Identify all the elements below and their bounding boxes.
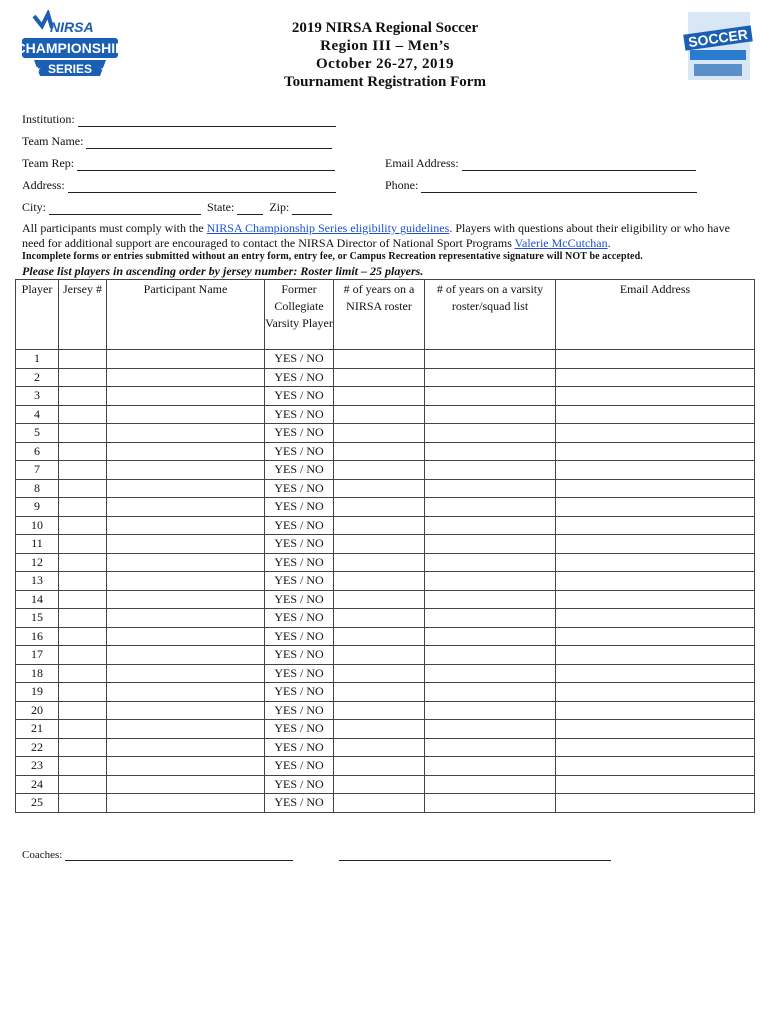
header-jersey: Jersey # — [59, 280, 107, 350]
phone-label: Phone: — [385, 178, 419, 192]
zip-input[interactable] — [292, 202, 332, 215]
email-cell[interactable] — [556, 461, 755, 480]
participant-name-cell[interactable] — [107, 664, 265, 683]
player-number-cell: 16 — [16, 627, 59, 646]
jersey-cell[interactable] — [59, 424, 107, 443]
nirsa-years-cell[interactable] — [334, 627, 425, 646]
nirsa-years-cell[interactable] — [334, 701, 425, 720]
zip-label: Zip: — [269, 200, 290, 214]
varsity-years-cell[interactable] — [425, 664, 556, 683]
jersey-cell[interactable] — [59, 757, 107, 776]
jersey-cell[interactable] — [59, 775, 107, 794]
header-player: Player — [16, 280, 59, 350]
nirsa-years-cell[interactable] — [334, 368, 425, 387]
player-number-cell: 7 — [16, 461, 59, 480]
roster-body — [16, 350, 755, 813]
former-varsity-cell[interactable]: YES / NO — [265, 664, 334, 683]
varsity-years-cell[interactable] — [425, 553, 556, 572]
varsity-years-cell[interactable] — [425, 405, 556, 424]
participant-name-cell[interactable] — [107, 442, 265, 461]
player-number-cell: 5 — [16, 424, 59, 443]
email-cell[interactable] — [556, 609, 755, 628]
address-label: Address: — [22, 178, 65, 192]
participant-name-cell[interactable] — [107, 553, 265, 572]
player-number-cell: 8 — [16, 479, 59, 498]
former-varsity-cell[interactable]: YES / NO — [265, 350, 334, 369]
varsity-years-cell[interactable] — [425, 572, 556, 591]
svg-text:★: ★ — [100, 65, 108, 74]
varsity-years-cell[interactable] — [425, 516, 556, 535]
former-varsity-cell[interactable]: YES / NO — [265, 794, 334, 813]
table-row — [16, 683, 755, 702]
table-row — [16, 664, 755, 683]
jersey-cell[interactable] — [59, 738, 107, 757]
player-number-cell: 18 — [16, 664, 59, 683]
varsity-years-cell[interactable] — [425, 387, 556, 406]
jersey-cell[interactable] — [59, 572, 107, 591]
nirsa-years-cell[interactable] — [334, 794, 425, 813]
player-number-cell: 23 — [16, 757, 59, 776]
player-number-cell: 21 — [16, 720, 59, 739]
table-row — [16, 738, 755, 757]
former-varsity-cell[interactable]: YES / NO — [265, 498, 334, 517]
team-name-field — [22, 134, 332, 149]
varsity-years-cell[interactable] — [425, 627, 556, 646]
table-row — [16, 350, 755, 369]
player-number-cell: 19 — [16, 683, 59, 702]
coaches-label: Coaches: — [22, 849, 63, 861]
table-row — [16, 757, 755, 776]
jersey-cell[interactable] — [59, 609, 107, 628]
participant-name-cell[interactable] — [107, 516, 265, 535]
table-row — [16, 627, 755, 646]
table-row — [16, 775, 755, 794]
varsity-years-cell[interactable] — [425, 498, 556, 517]
institution-input[interactable] — [78, 114, 336, 127]
participant-name-cell[interactable] — [107, 609, 265, 628]
phone-input[interactable] — [421, 180, 697, 193]
nirsa-years-cell[interactable] — [334, 498, 425, 517]
email-cell[interactable] — [556, 572, 755, 591]
nirsa-years-cell[interactable] — [334, 405, 425, 424]
player-number-cell: 25 — [16, 794, 59, 813]
nirsa-years-cell[interactable] — [334, 664, 425, 683]
event-title: 2019 NIRSA Regional Soccer — [291, 20, 479, 36]
participant-name-cell[interactable] — [107, 498, 265, 517]
table-row — [16, 720, 755, 739]
former-varsity-cell[interactable]: YES / NO — [265, 479, 334, 498]
email-cell[interactable] — [556, 553, 755, 572]
eligibility-guidelines-link[interactable]: NIRSA Championship Series eligibility guidelines — [206, 221, 450, 235]
jersey-cell[interactable] — [59, 646, 107, 665]
table-row — [16, 498, 755, 517]
director-contact-link[interactable]: Valerie McCutchan — [514, 236, 608, 250]
notice-text-3: . — [607, 236, 611, 250]
jersey-cell[interactable] — [59, 590, 107, 609]
email-cell[interactable] — [556, 646, 755, 665]
varsity-years-cell[interactable] — [425, 442, 556, 461]
player-number-cell: 9 — [16, 498, 59, 517]
svg-text:★: ★ — [34, 65, 42, 74]
former-varsity-cell[interactable]: YES / NO — [265, 627, 334, 646]
city-state-zip-field — [22, 200, 332, 215]
former-varsity-cell[interactable]: YES / NO — [265, 646, 334, 665]
table-row — [16, 424, 755, 443]
jersey-cell[interactable] — [59, 701, 107, 720]
event-date: October 26-27, 2019 — [316, 56, 454, 72]
jersey-cell[interactable] — [59, 405, 107, 424]
email-cell[interactable] — [556, 775, 755, 794]
address-input[interactable] — [68, 180, 336, 193]
jersey-cell[interactable] — [59, 461, 107, 480]
player-number-cell: 15 — [16, 609, 59, 628]
varsity-years-cell[interactable] — [425, 368, 556, 387]
former-varsity-cell[interactable]: YES / NO — [265, 535, 334, 554]
nirsa-years-cell[interactable] — [334, 479, 425, 498]
former-varsity-cell[interactable]: YES / NO — [265, 609, 334, 628]
header-participant-name: Participant Name — [107, 280, 265, 350]
player-number-cell: 12 — [16, 553, 59, 572]
table-header-row — [16, 280, 755, 350]
email-cell[interactable] — [556, 424, 755, 443]
form-title: Tournament Registration Form — [284, 74, 486, 90]
institution-field — [22, 112, 336, 127]
participant-name-cell[interactable] — [107, 720, 265, 739]
nirsa-years-cell[interactable] — [334, 738, 425, 757]
table-row — [16, 516, 755, 535]
eligibility-notice — [22, 221, 750, 251]
varsity-years-cell[interactable] — [425, 590, 556, 609]
varsity-years-cell[interactable] — [425, 535, 556, 554]
varsity-years-cell[interactable] — [425, 701, 556, 720]
header-email: Email Address — [556, 280, 755, 350]
notice-text-1: All participants must comply with the — [22, 221, 207, 235]
varsity-years-cell[interactable] — [425, 350, 556, 369]
varsity-years-cell[interactable] — [425, 775, 556, 794]
email-cell[interactable] — [556, 627, 755, 646]
player-number-cell: 22 — [16, 738, 59, 757]
player-number-cell: 6 — [16, 442, 59, 461]
participant-name-cell[interactable] — [107, 424, 265, 443]
participant-name-cell[interactable] — [107, 479, 265, 498]
team-rep-field — [22, 156, 335, 171]
participant-name-cell[interactable] — [107, 572, 265, 591]
former-varsity-cell[interactable]: YES / NO — [265, 775, 334, 794]
email-cell[interactable] — [556, 794, 755, 813]
logo-line2-text: SERIES — [47, 62, 93, 76]
participant-name-cell[interactable] — [107, 461, 265, 480]
coach-1-input[interactable] — [65, 848, 293, 861]
nirsa-years-cell[interactable] — [334, 442, 425, 461]
soccer-logo-title: SOCCER — [687, 25, 749, 51]
institution-label: Institution: — [22, 112, 75, 126]
player-number-cell: 13 — [16, 572, 59, 591]
team-rep-label: Team Rep: — [22, 156, 75, 170]
participant-name-cell[interactable] — [107, 775, 265, 794]
nirsa-years-cell[interactable] — [334, 461, 425, 480]
nirsa-years-cell[interactable] — [334, 609, 425, 628]
player-number-cell: 3 — [16, 387, 59, 406]
table-row — [16, 572, 755, 591]
incomplete-forms-warning: Incomplete forms or entries submitted without an entry form, entry fee, or Campus Recreation representative signature will NOT be accepted. — [22, 251, 643, 262]
coaches-field — [22, 848, 611, 861]
player-number-cell: 11 — [16, 535, 59, 554]
participant-name-cell[interactable] — [107, 701, 265, 720]
jersey-cell[interactable] — [59, 664, 107, 683]
team-name-label: Team Name: — [22, 134, 84, 148]
jersey-cell[interactable] — [59, 627, 107, 646]
former-varsity-cell[interactable]: YES / NO — [265, 683, 334, 702]
participant-name-cell[interactable] — [107, 350, 265, 369]
former-varsity-cell[interactable]: YES / NO — [265, 461, 334, 480]
varsity-years-cell[interactable] — [425, 609, 556, 628]
former-varsity-cell[interactable]: YES / NO — [265, 442, 334, 461]
email-cell[interactable] — [556, 387, 755, 406]
former-varsity-cell[interactable]: YES / NO — [265, 368, 334, 387]
player-number-cell: 4 — [16, 405, 59, 424]
player-number-cell: 20 — [16, 701, 59, 720]
nirsa-years-cell[interactable] — [334, 590, 425, 609]
jersey-cell[interactable] — [59, 553, 107, 572]
team-name-input[interactable] — [86, 136, 332, 149]
header-former-varsity: Former Collegiate Varsity Player — [265, 280, 334, 350]
table-row — [16, 701, 755, 720]
nirsa-years-cell[interactable] — [334, 683, 425, 702]
email-cell[interactable] — [556, 701, 755, 720]
roster-instruction: Please list players in ascending order by jersey number: Roster limit – 25 players. — [22, 264, 424, 278]
participant-name-cell[interactable] — [107, 738, 265, 757]
participant-name-cell[interactable] — [107, 627, 265, 646]
former-varsity-cell[interactable]: YES / NO — [265, 405, 334, 424]
email-cell[interactable] — [556, 590, 755, 609]
nirsa-years-cell[interactable] — [334, 516, 425, 535]
player-number-cell: 17 — [16, 646, 59, 665]
varsity-years-cell[interactable] — [425, 461, 556, 480]
table-row — [16, 553, 755, 572]
email-cell[interactable] — [556, 498, 755, 517]
nirsa-years-cell[interactable] — [334, 535, 425, 554]
former-varsity-cell[interactable]: YES / NO — [265, 424, 334, 443]
nirsa-years-cell[interactable] — [334, 350, 425, 369]
varsity-years-cell[interactable] — [425, 479, 556, 498]
nirsa-years-cell[interactable] — [334, 757, 425, 776]
table-row — [16, 405, 755, 424]
nirsa-years-cell[interactable] — [334, 720, 425, 739]
city-label: City: — [22, 200, 47, 214]
participant-name-cell[interactable] — [107, 646, 265, 665]
former-varsity-cell[interactable]: YES / NO — [265, 590, 334, 609]
email-cell[interactable] — [556, 664, 755, 683]
email-cell[interactable] — [556, 516, 755, 535]
team-rep-input[interactable] — [77, 158, 335, 171]
table-row — [16, 646, 755, 665]
email-cell[interactable] — [556, 368, 755, 387]
email-cell[interactable] — [556, 720, 755, 739]
jersey-cell[interactable] — [59, 479, 107, 498]
former-varsity-cell[interactable]: YES / NO — [265, 757, 334, 776]
table-row — [16, 479, 755, 498]
participant-name-cell[interactable] — [107, 368, 265, 387]
nirsa-years-cell[interactable] — [334, 572, 425, 591]
region-title: Region III – Men’s — [320, 38, 450, 54]
city-input[interactable] — [49, 202, 201, 215]
email-input[interactable] — [462, 158, 696, 171]
participant-name-cell[interactable] — [107, 683, 265, 702]
header-varsity-years: # of years on a varsity roster/squad list — [425, 280, 556, 350]
nirsa-years-cell[interactable] — [334, 775, 425, 794]
jersey-cell[interactable] — [59, 350, 107, 369]
player-number-cell: 1 — [16, 350, 59, 369]
former-varsity-cell[interactable]: YES / NO — [265, 720, 334, 739]
logo-brand-text: NIRSA — [50, 19, 94, 35]
jersey-cell[interactable] — [59, 535, 107, 554]
state-label: State: — [207, 200, 235, 214]
participant-name-cell[interactable] — [107, 387, 265, 406]
table-row — [16, 590, 755, 609]
jersey-cell[interactable] — [59, 516, 107, 535]
varsity-years-cell[interactable] — [425, 757, 556, 776]
player-number-cell: 10 — [16, 516, 59, 535]
participant-name-cell[interactable] — [107, 535, 265, 554]
email-cell[interactable] — [556, 350, 755, 369]
varsity-years-cell[interactable] — [425, 424, 556, 443]
email-cell[interactable] — [556, 479, 755, 498]
former-varsity-cell[interactable]: YES / NO — [265, 516, 334, 535]
table-row — [16, 609, 755, 628]
email-cell[interactable] — [556, 738, 755, 757]
former-varsity-cell[interactable]: YES / NO — [265, 572, 334, 591]
table-row — [16, 387, 755, 406]
jersey-cell[interactable] — [59, 387, 107, 406]
varsity-years-cell[interactable] — [425, 720, 556, 739]
logo-line1-text: CHAMPIONSHIP — [20, 40, 120, 56]
table-row — [16, 368, 755, 387]
former-varsity-cell[interactable]: YES / NO — [265, 738, 334, 757]
email-cell[interactable] — [556, 405, 755, 424]
jersey-cell[interactable] — [59, 442, 107, 461]
nirsa-years-cell[interactable] — [334, 553, 425, 572]
participant-name-cell[interactable] — [107, 405, 265, 424]
table-row — [16, 794, 755, 813]
former-varsity-cell[interactable]: YES / NO — [265, 553, 334, 572]
former-varsity-cell[interactable]: YES / NO — [265, 701, 334, 720]
nirsa-years-cell[interactable] — [334, 646, 425, 665]
table-row — [16, 442, 755, 461]
email-cell[interactable] — [556, 683, 755, 702]
varsity-years-cell[interactable] — [425, 794, 556, 813]
email-label: Email Address: — [385, 156, 459, 170]
participant-name-cell[interactable] — [107, 590, 265, 609]
email-cell[interactable] — [556, 442, 755, 461]
nirsa-years-cell[interactable] — [334, 387, 425, 406]
coach-2-input[interactable] — [339, 848, 611, 861]
jersey-cell[interactable] — [59, 683, 107, 702]
varsity-years-cell[interactable] — [425, 646, 556, 665]
jersey-cell[interactable] — [59, 368, 107, 387]
notice-text-2: . Players with questions about their eligibility or who have need for additional support are encouraged to contact the NIRSA Director of National Sport Programs — [22, 221, 730, 250]
jersey-cell[interactable] — [59, 794, 107, 813]
participant-name-cell[interactable] — [107, 794, 265, 813]
email-cell[interactable] — [556, 535, 755, 554]
table-row — [16, 461, 755, 480]
table-row — [16, 535, 755, 554]
former-varsity-cell[interactable]: YES / NO — [265, 387, 334, 406]
player-number-cell: 14 — [16, 590, 59, 609]
email-field — [385, 156, 696, 171]
jersey-cell[interactable] — [59, 498, 107, 517]
email-cell[interactable] — [556, 757, 755, 776]
address-field — [22, 178, 336, 193]
header-nirsa-years: # of years on a NIRSA roster — [334, 280, 425, 350]
participant-name-cell[interactable] — [107, 757, 265, 776]
roster-table — [15, 279, 755, 813]
nirsa-years-cell[interactable] — [334, 424, 425, 443]
jersey-cell[interactable] — [59, 720, 107, 739]
varsity-years-cell[interactable] — [425, 683, 556, 702]
player-number-cell: 2 — [16, 368, 59, 387]
phone-field — [385, 178, 697, 193]
player-number-cell: 24 — [16, 775, 59, 794]
state-input[interactable] — [237, 202, 263, 215]
varsity-years-cell[interactable] — [425, 738, 556, 757]
